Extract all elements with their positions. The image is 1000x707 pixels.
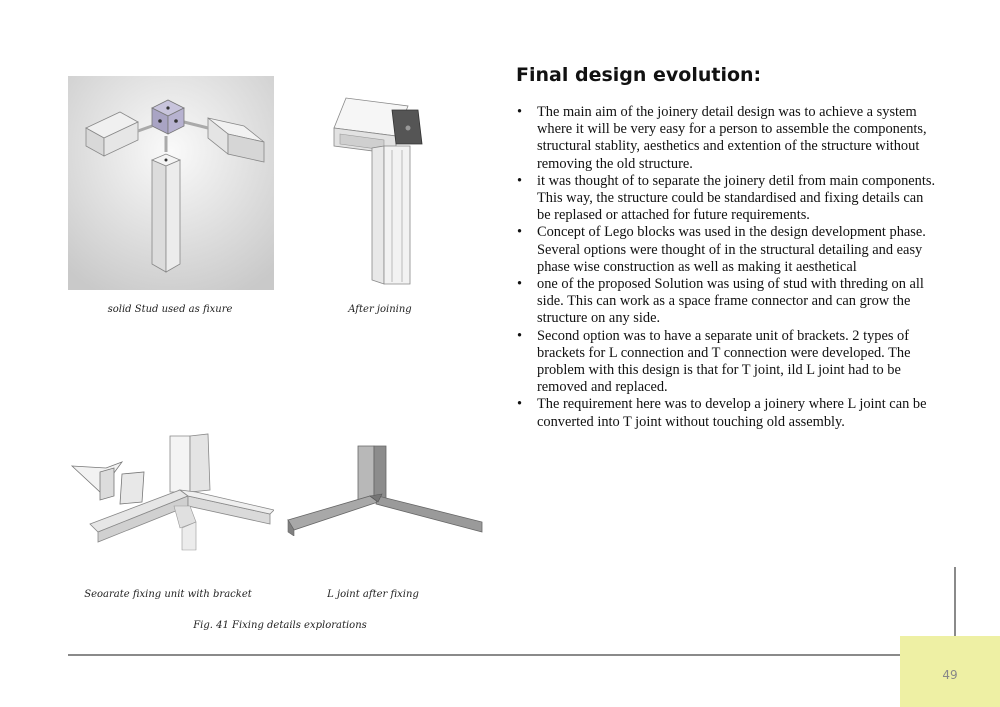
list-item: • Concept of Lego blocks was used in the design development phase. Several options were thought of in the structural detailing and easy phase wise construction as well as making it aesthetical (516, 224, 936, 276)
list-item: • The requirement here was to develop a joinery where L joint can be converted into T joint without touching old assembly. (516, 396, 936, 430)
bullet-list (516, 104, 936, 431)
stud-fixture-image (68, 76, 274, 290)
figure-caption: Fig. 41 Fixing details explorations (193, 620, 367, 631)
page-number: 49 (942, 668, 958, 682)
list-item: • it was thought of to separate the joinery detil from main components. This way, the structure could be standardised and fixing details can be replased or attached for future requirements. (516, 173, 936, 225)
after-joining-image (326, 88, 432, 288)
page-title: Final design evolution: (516, 64, 762, 86)
caption-fixing-unit: Seoarate fixing unit with bracket (84, 589, 252, 600)
caption-l-joint: L joint after fixing (327, 589, 419, 600)
list-item: • Second option was to have a separate unit of brackets. 2 types of brackets for L connection and T connection were developed. The problem with this design is that for T joint, ild L joint had to be removed and replaced. (516, 328, 936, 397)
caption-after-joining: After joining (348, 304, 412, 315)
caption-stud-fixture: solid Stud used as fixure (107, 304, 233, 315)
list-item: • one of the proposed Solution was using of stud with threding on all side. This can work as a space frame connector and can grow the structure on any side. (516, 276, 936, 328)
l-joint-image (286, 440, 484, 536)
footer-divider (68, 654, 956, 656)
fixing-unit-bracket-image (70, 432, 274, 552)
list-item: • The main aim of the joinery detail design was to achieve a system where it will be very easy for a person to assemble the components, structural stablity, aesthetics and extention of the structure without removing the old structure. (516, 104, 936, 173)
